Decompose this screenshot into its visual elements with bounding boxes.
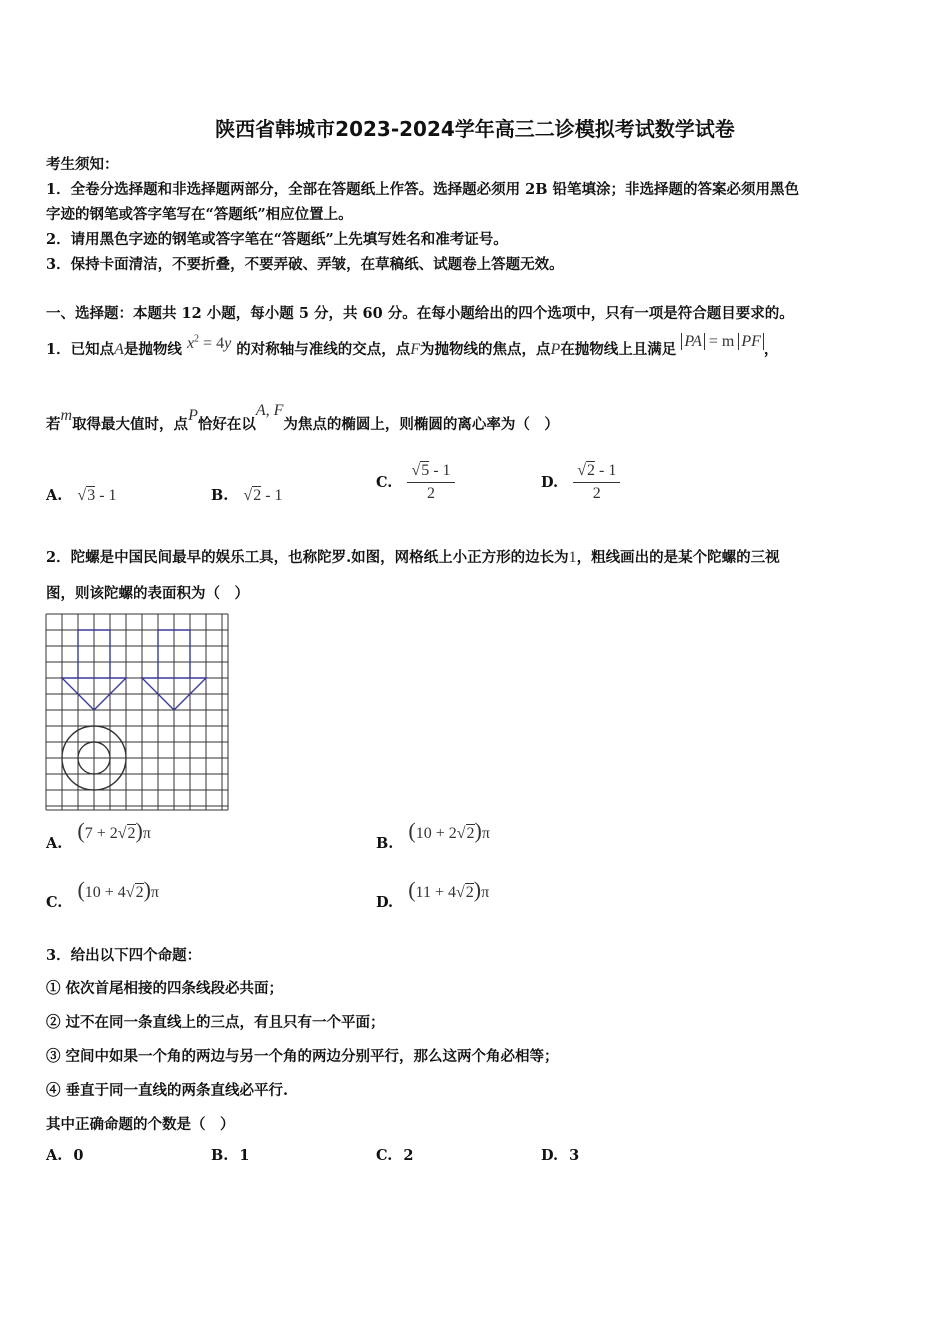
q2-one: 1 bbox=[568, 549, 577, 566]
notice-line-1a: 1．全卷分选择题和非选择题两部分，全部在答题纸上作答。选择题必须用 2B 铅笔填涂；非选择题的答案必须用黑色 bbox=[46, 181, 800, 198]
grid-lines bbox=[46, 614, 228, 810]
q1-text-4: 为抛物线的焦点，点 bbox=[420, 341, 551, 358]
notice-line-1b: 字迹的钢笔或答字笔写在“答题纸”相应位置上。 bbox=[46, 206, 353, 223]
notice-heading: 考生须知： bbox=[46, 156, 119, 173]
q1-option-b[interactable]: B. √2 - 1 bbox=[211, 487, 283, 504]
notice-line-2: 2．请用黑色字迹的钢笔或答字笔在“答题纸”上先填写姓名和准考证号。 bbox=[46, 231, 508, 248]
q1-text-2: 是抛物线 bbox=[123, 341, 182, 358]
q2-option-b[interactable]: B. (10 + 2√2)π bbox=[376, 818, 490, 852]
q3-item-3: ③ 空间中如果一个角的两边与另一个角的两边分别平行，那么这两个角必相等； bbox=[46, 1048, 559, 1065]
q1-text-1: 1．已知点 bbox=[46, 341, 115, 358]
q3-item-4: ④ 垂直于同一直线的两条直线必平行. bbox=[46, 1082, 289, 1099]
q1-point-f: F bbox=[410, 341, 421, 358]
q1-line-2: 若m取得最大值时，点P恰好在以A, F为焦点的椭圆上，则椭圆的离心率为（ ） bbox=[46, 402, 559, 433]
q3-stem: 3．给出以下四个命题： bbox=[46, 947, 202, 964]
q1-foci: A, F bbox=[255, 402, 284, 419]
q1-option-c[interactable]: C. $\frac{√5 - 1}{2}$ bbox=[376, 462, 455, 503]
q2-line-1: 2．陀螺是中国民间最早的娱乐工具，也称陀罗.如图，网格纸上小正方形的边长为1，粗线画出的是某个陀螺的三视 bbox=[46, 549, 780, 566]
q3-item-2: ② 过不在同一条直线上的三点，有且只有一个平面； bbox=[46, 1014, 385, 1031]
q1-point-p2: P bbox=[188, 407, 198, 424]
q1-text-5: 在抛物线上且满足 bbox=[560, 341, 677, 358]
q1-text-3: 的对称轴与准线的交点，点 bbox=[236, 341, 411, 358]
page-title: 陕西省韩城市2023-2024学年高三二诊模拟考试数学试卷 bbox=[215, 117, 735, 141]
section-heading: 一、选择题：本题共 12 小题，每小题 5 分，共 60 分。在每小题给出的四个选项中，只有一项是符合题目要求的。 bbox=[46, 305, 794, 322]
q2-option-a[interactable]: A. (7 + 2√2)π bbox=[46, 818, 151, 852]
q1-condition: PA = m PF bbox=[681, 333, 764, 350]
q1-text-6: ， bbox=[763, 341, 779, 358]
notice-line-3: 3．保持卡面清洁，不要折叠，不要弄破、弄皱，在草稿纸、试题卷上答题无效。 bbox=[46, 256, 564, 273]
q3-option-b[interactable]: B. 1 bbox=[211, 1147, 250, 1164]
q3-item-1: ① 依次首尾相接的四条线段必共面； bbox=[46, 980, 284, 997]
q2-option-d[interactable]: D. (11 + 4√2)π bbox=[376, 877, 490, 911]
q3-option-d[interactable]: D. 3 bbox=[541, 1147, 580, 1164]
q1-var-m: m bbox=[60, 407, 73, 424]
q1-line-1 bbox=[46, 333, 779, 359]
q1-option-a[interactable]: A. √3 - 1 bbox=[46, 487, 117, 504]
q1-option-d[interactable]: D. $\frac{√2 - 1}{2}$ bbox=[541, 462, 620, 503]
q3-option-a[interactable]: A. 0 bbox=[46, 1147, 84, 1164]
three-view-diagram bbox=[44, 612, 232, 812]
q1-point-a: A bbox=[114, 341, 124, 358]
q3-option-c[interactable]: C. 2 bbox=[376, 1147, 414, 1164]
q1-point-p: P bbox=[550, 341, 561, 358]
q3-ask: 其中正确命题的个数是（ ） bbox=[46, 1116, 235, 1133]
q1-equation: $x^2 = 4y$ bbox=[186, 333, 232, 352]
q2-line-2: 图，则该陀螺的表面积为（ ） bbox=[46, 585, 249, 602]
q2-option-c[interactable]: C. (10 + 4√2)π bbox=[46, 877, 159, 911]
